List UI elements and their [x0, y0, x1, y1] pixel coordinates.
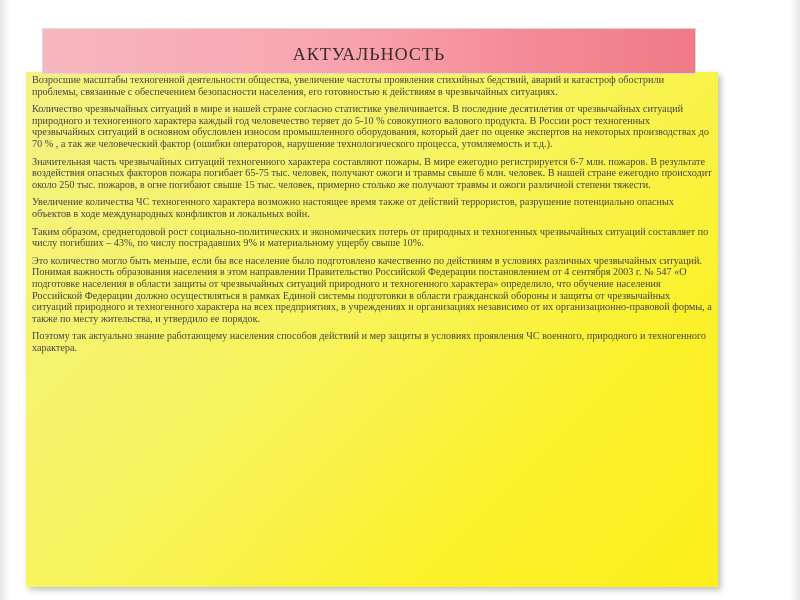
title-bar [42, 28, 696, 74]
paragraph-7: Поэтому так актуально знание работающему населения способов действий и мер защиты в условиях проявления ЧС военного, природного и техногенного характера. [32, 331, 707, 354]
left-edge-shadow [0, 0, 10, 600]
content-box [26, 72, 718, 587]
slide-title: АКТУАЛЬНОСТЬ [292, 43, 446, 64]
paragraph-5: Таким образом, среднегодовой рост социально-политических и экономических потерь от природных и техногенных чрезвычайных ситуаций составляет по числу погибших – 43%, по числу пострадавших 9% и материальному ущербу свыше 10%. [32, 226, 709, 250]
paragraph-6: Это количество могло быть меньше, если бы все население было подготовлено качественно по действиям в условиях различных чрезвычайных ситуаций. Понимая важность образования населения в этом направлении Правительство Российской Федерации постановлением от 4 сентября 2003 г. № 547 «О подготовке населения в области защиты от чрезвычайных ситуаций природного и техногенного характера» определило, что обучение населения Российской Федерации должно осуществляться в рамках Единой системы подготовки в области гражданской обороны и защиты от чрезвычайных ситуаций природного и техногенного характера на всех предприятиях, в учреждениях и организациях независимо от их организационно-правовой формы, а также по месту жительства, и утвердило ее порядок. [32, 255, 712, 325]
paragraph-1: Возросшие масштабы техногенной деятельности общества, увеличение частоты проявления стихийных бедствий, аварий и катастроф обострили проблемы, связанные с обеспечением безопасности населения, его готовностью к действиям в чрезвычайных ситуациях. [32, 75, 665, 98]
paragraph-3: Значительная часть чрезвычайных ситуаций техногенного характера составляют пожары. В мире ежегодно регистрируется 6-7 млн. пожаров. В результате воздействия опасных факторов пожара погибает 65-75 тыс. человек, получают ожоги и травмы свыше 6 млн. человек. В нашей стране ежегодно происходит около 250 тыс. пожаров, в огне погибают свыше 15 тыс. человек, примерно столько же получают травмы и ожоги различной степени тяжести. [32, 156, 712, 191]
paragraph-2: Количество чрезвычайных ситуаций в мире и нашей стране согласно статистике увеличивается. В последние десятилетия от чрезвычайных ситуаций природного и техногенного характера каждый год человечество теряет до 5-10 % совокупного валового продукта. В России рост техногенных чрезвычайных ситуаций в основном обусловлен износом промышленного оборудования, который дает по оценке экспертов на некоторых производствах до 70 % , а так же человеческий фактор (ошибки операторов, нарушение технологического процесса, утомляемость и т.д.). [32, 104, 709, 150]
paragraph-4: Увеличение количества ЧС техногенного характера возможно настоящее время также от действий террористов, разрушение потенциально опасных объектов в ходе международных конфликтов и локальных войн. [32, 197, 674, 220]
right-edge-shadow [790, 0, 800, 600]
